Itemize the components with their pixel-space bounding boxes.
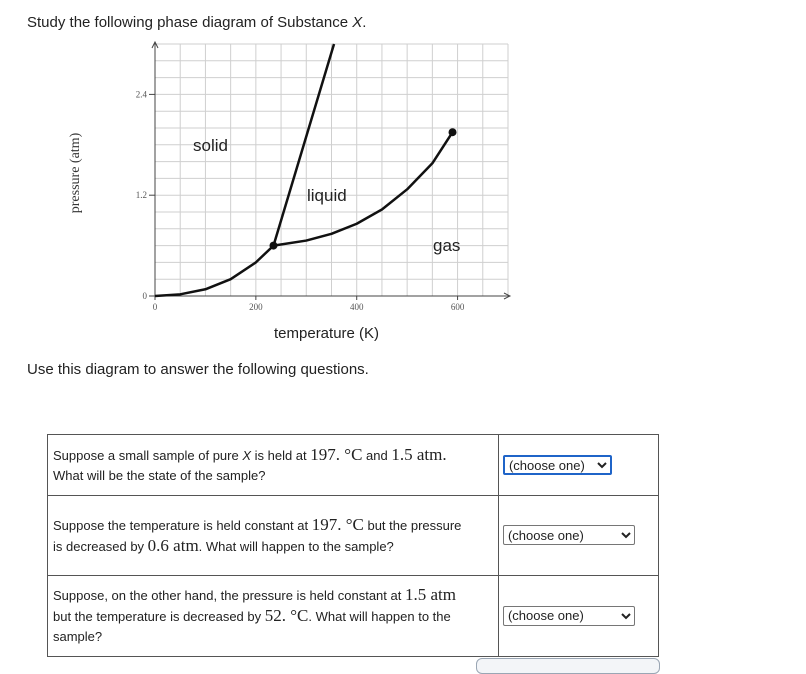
region-label-gas: gas [433, 236, 461, 255]
x-tick-label: 400 [349, 302, 364, 312]
triple-point [270, 242, 278, 250]
chart-curves [155, 44, 457, 296]
substance-name: X [352, 14, 363, 31]
question-3-text: Suppose, on the other hand, the pressure is held constant at 1.5 atm but the temperature is decreased by 52. °C. What will happen to the sample? [48, 576, 499, 657]
question-1-text: Suppose a small sample of pure X is held at 197. °C and 1.5 atm. What will be the state of the sample? [48, 435, 499, 496]
x-axis-label: temperature (K) [274, 325, 380, 342]
x-tick-label: 0 [152, 302, 158, 312]
question-row-3 [48, 576, 659, 657]
question-1-answer-cell [498, 435, 658, 496]
y-tick-label: 2.4 [135, 89, 147, 100]
question-3-select[interactable] [503, 606, 635, 626]
question-2-select[interactable] [503, 525, 635, 545]
y-tick-label: 0 [142, 291, 147, 301]
question-2-text: Suppose the temperature is held constant at 197. °C but the pressure is decreased by 0.6 atm. What will happen to the sample? [48, 496, 499, 576]
region-label-liquid: liquid [307, 186, 347, 205]
question-row-1 [48, 435, 659, 496]
x-tick-label: 600 [450, 302, 465, 312]
chart-grid [155, 44, 508, 296]
region-label-solid: solid [193, 136, 228, 155]
x-tick-label: 200 [249, 302, 263, 312]
questions-table [47, 434, 659, 657]
question-3-answer-cell [498, 576, 658, 657]
intro-text: Study the following phase diagram of Substance X. [27, 14, 367, 31]
y-tick-label: 1.2 [135, 190, 147, 201]
y-axis-label: pressure (atm) [68, 132, 83, 214]
question-2-answer-cell [498, 496, 658, 576]
check-button[interactable] [476, 658, 660, 674]
question-1-select[interactable] [503, 455, 612, 475]
critical-point [449, 128, 457, 136]
question-row-2 [48, 496, 659, 576]
instructions-text: Use this diagram to answer the following questions. [27, 361, 369, 378]
